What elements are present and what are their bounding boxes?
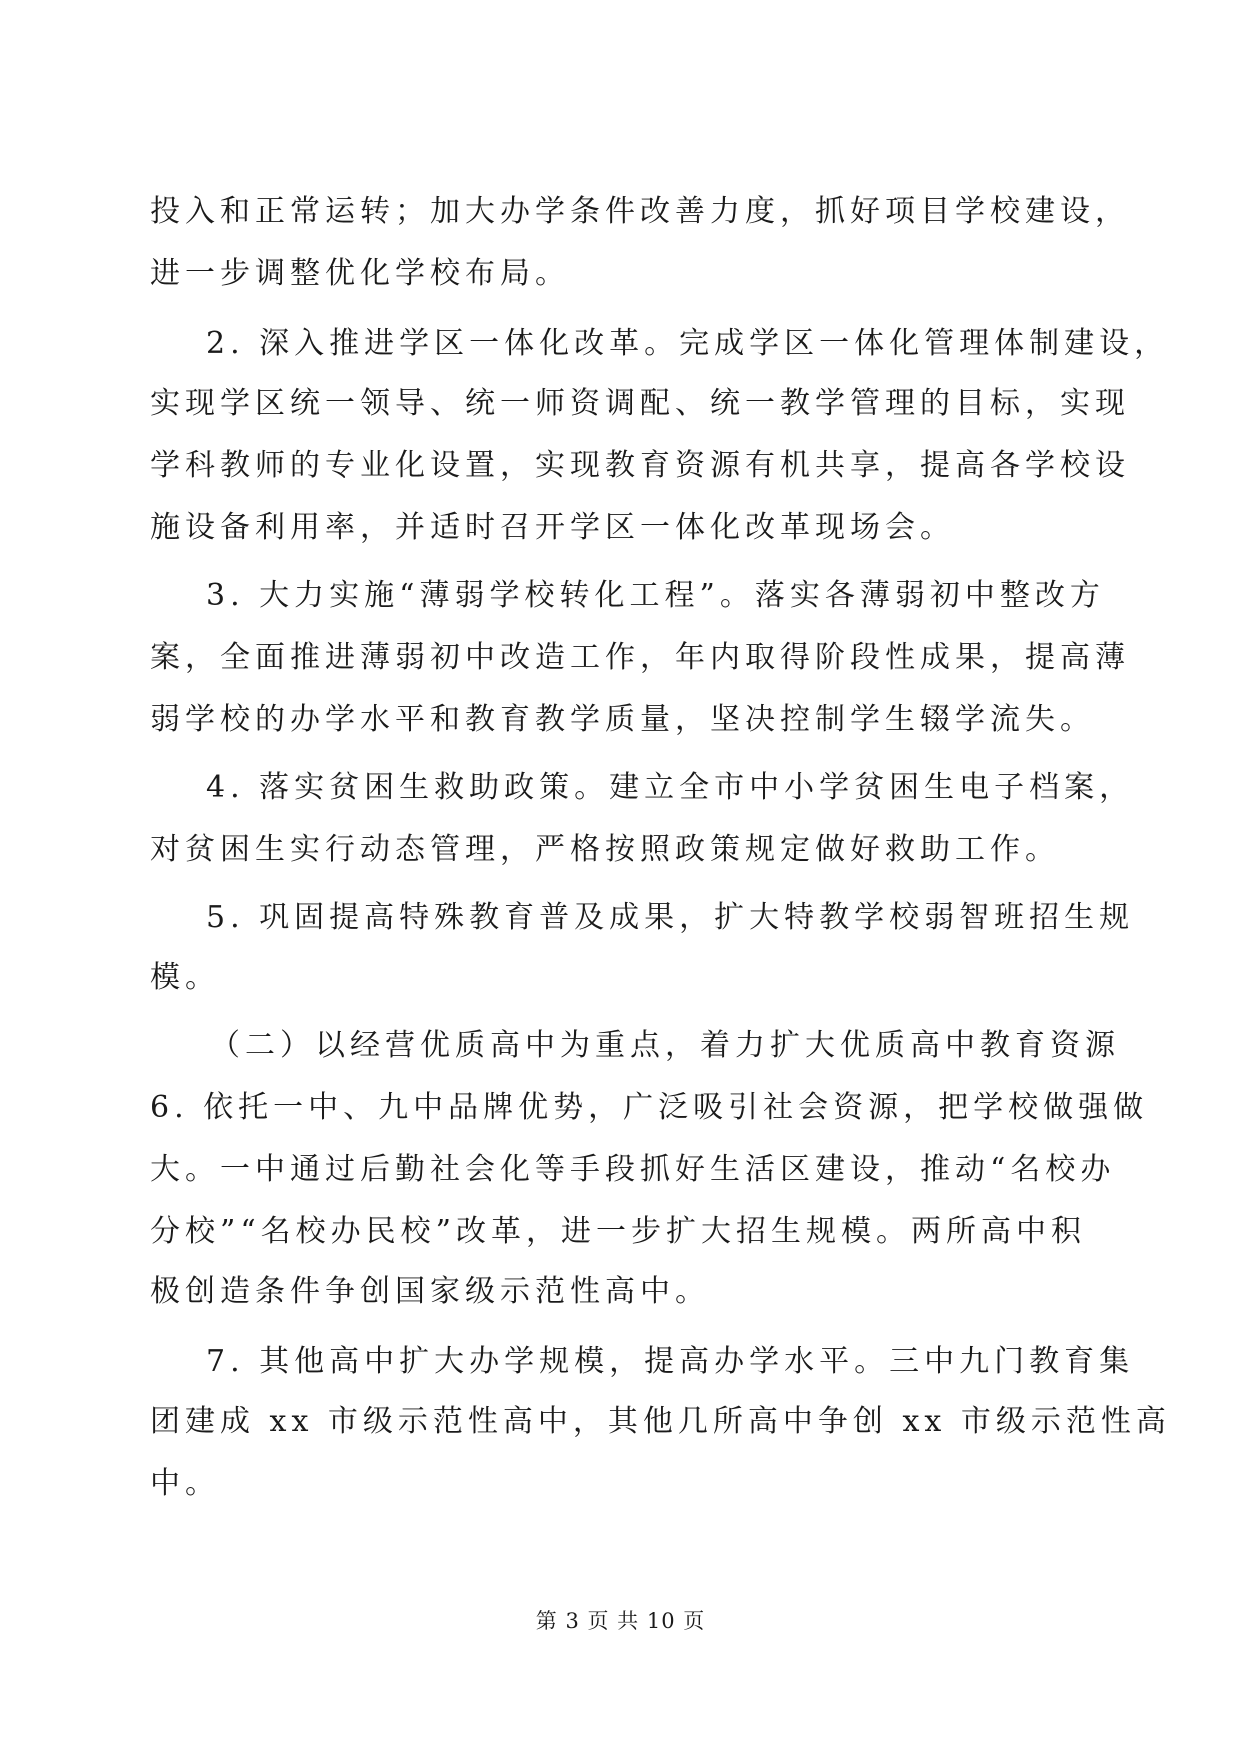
text-line-1: 投入和正常运转；加大办学条件改善力度，抓好项目学校建设， <box>150 194 1130 229</box>
text-line-9: 弱学校的办学水平和教育教学质量，坚决控制学生辍学流失。 <box>150 702 1095 737</box>
text-line-15: 6. 依托一中、九中品牌优势，广泛吸引社会资源，把学校做强做 <box>150 1090 1149 1125</box>
text-line-16: 大。一中通过后勤社会化等手段抓好生活区建设，推动“名校办 <box>150 1152 1116 1187</box>
text-line-11: 对贫困生实行动态管理，严格按照政策规定做好救助工作。 <box>150 832 1060 867</box>
text-line-4: 实现学区统一领导、统一师资调配、统一教学管理的目标，实现 <box>150 386 1130 421</box>
text-line-14: （二）以经营优质高中为重点，着力扩大优质高中教育资源 <box>210 1028 1120 1063</box>
text-line-6: 施设备利用率，并适时召开学区一体化改革现场会。 <box>150 510 955 545</box>
text-line-8: 案，全面推进薄弱初中改造工作，年内取得阶段性成果，提高薄 <box>150 640 1130 675</box>
text-line-20: 团建成 xx 市级示范性高中，其他几所高中争创 xx 市级示范性高 <box>150 1404 1171 1439</box>
text-line-19: 7. 其他高中扩大办学规模，提高办学水平。三中九门教育集 <box>206 1344 1135 1379</box>
text-line-2: 进一步调整优化学校布局。 <box>150 256 570 291</box>
text-line-10: 4. 落实贫困生救助政策。建立全市中小学贫困生电子档案， <box>206 770 1135 805</box>
text-line-17: 分校”“名校办民校”改革，进一步扩大招生规模。两所高中积 <box>150 1214 1087 1249</box>
text-line-21: 中。 <box>150 1466 220 1501</box>
text-line-12: 5. 巩固提高特殊教育普及成果，扩大特教学校弱智班招生规 <box>206 900 1135 935</box>
page-footer: 第 3 页 共 10 页 <box>535 1609 706 1633</box>
text-line-13: 模。 <box>150 960 220 995</box>
text-line-18: 极创造条件争创国家级示范性高中。 <box>150 1274 710 1309</box>
text-line-5: 学科教师的专业化设置，实现教育资源有机共享，提高各学校设 <box>150 448 1130 483</box>
text-line-3: 2. 深入推进学区一体化改革。完成学区一体化管理体制建设， <box>206 326 1170 361</box>
text-line-7: 3. 大力实施“薄弱学校转化工程”。落实各薄弱初中整改方 <box>206 578 1105 613</box>
